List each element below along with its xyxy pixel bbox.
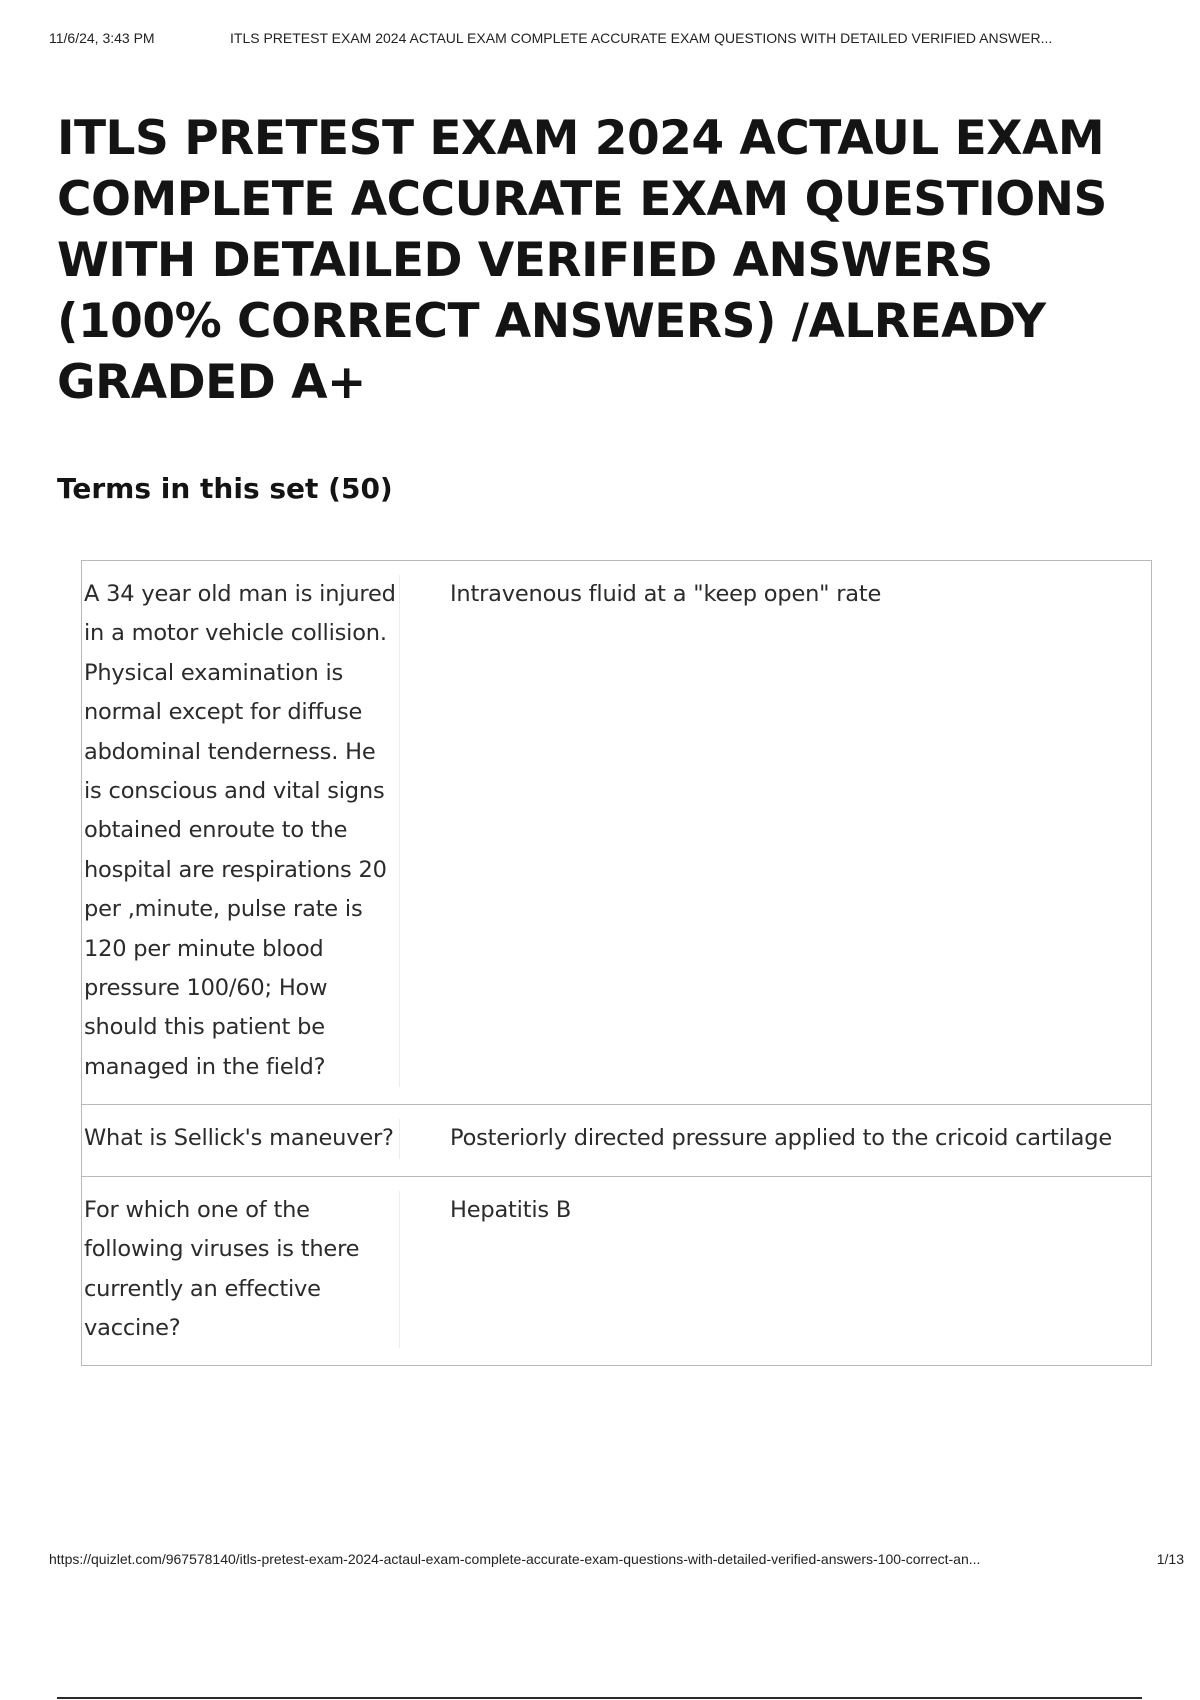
print-datetime: 11/6/24, 3:43 PM — [49, 30, 155, 46]
term-answer: Posteriorly directed pressure applied to the cricoid cartilage — [450, 1125, 1112, 1152]
bottom-divider — [57, 1697, 1142, 1699]
term-row — [82, 1176, 1151, 1366]
print-header — [49, 30, 1180, 50]
term-answer: Hepatitis B — [450, 1196, 572, 1223]
terms-set-heading: Terms in this set (50) — [57, 472, 393, 505]
page-number: 1/13 — [1156, 1551, 1184, 1567]
page-title: ITLS PRETEST EXAM 2024 ACTAUL EXAM COMPLETE ACCURATE EXAM QUESTIONS WITH DETAILED VERIFIED ANSWERS (100% CORRECT ANSWERS) /ALREADY GRADED A+ — [57, 111, 1107, 410]
term-row — [82, 1104, 1151, 1175]
print-header-title: ITLS PRETEST EXAM 2024 ACTAUL EXAM COMPLETE ACCURATE EXAM QUESTIONS WITH DETAILED VERIFIED ANSWER... — [230, 30, 1053, 46]
term-question: A 34 year old man is injured in a motor vehicle collision. Physical examination is normal except for diffuse abdominal tenderness. He is conscious and vital signs obtained enroute to the hospital are respirations 20 per ,minute, pulse rate is 120 per minute blood pressure 100/60; How should this patient be managed in the field? — [82, 575, 400, 1087]
terms-table — [81, 560, 1152, 1366]
term-question: For which one of the following viruses is there currently an effective vaccine? — [82, 1191, 400, 1349]
term-row — [82, 561, 1151, 1104]
term-answer: Intravenous fluid at a "keep open" rate — [450, 581, 882, 607]
page-url: https://quizlet.com/967578140/itls-pretest-exam-2024-actaul-exam-complete-accurate-exam-questions-with-detailed-verified-answers-100-correct-an... — [49, 1551, 981, 1567]
term-question: What is Sellick's maneuver? — [82, 1119, 400, 1158]
print-footer — [49, 1551, 1184, 1571]
